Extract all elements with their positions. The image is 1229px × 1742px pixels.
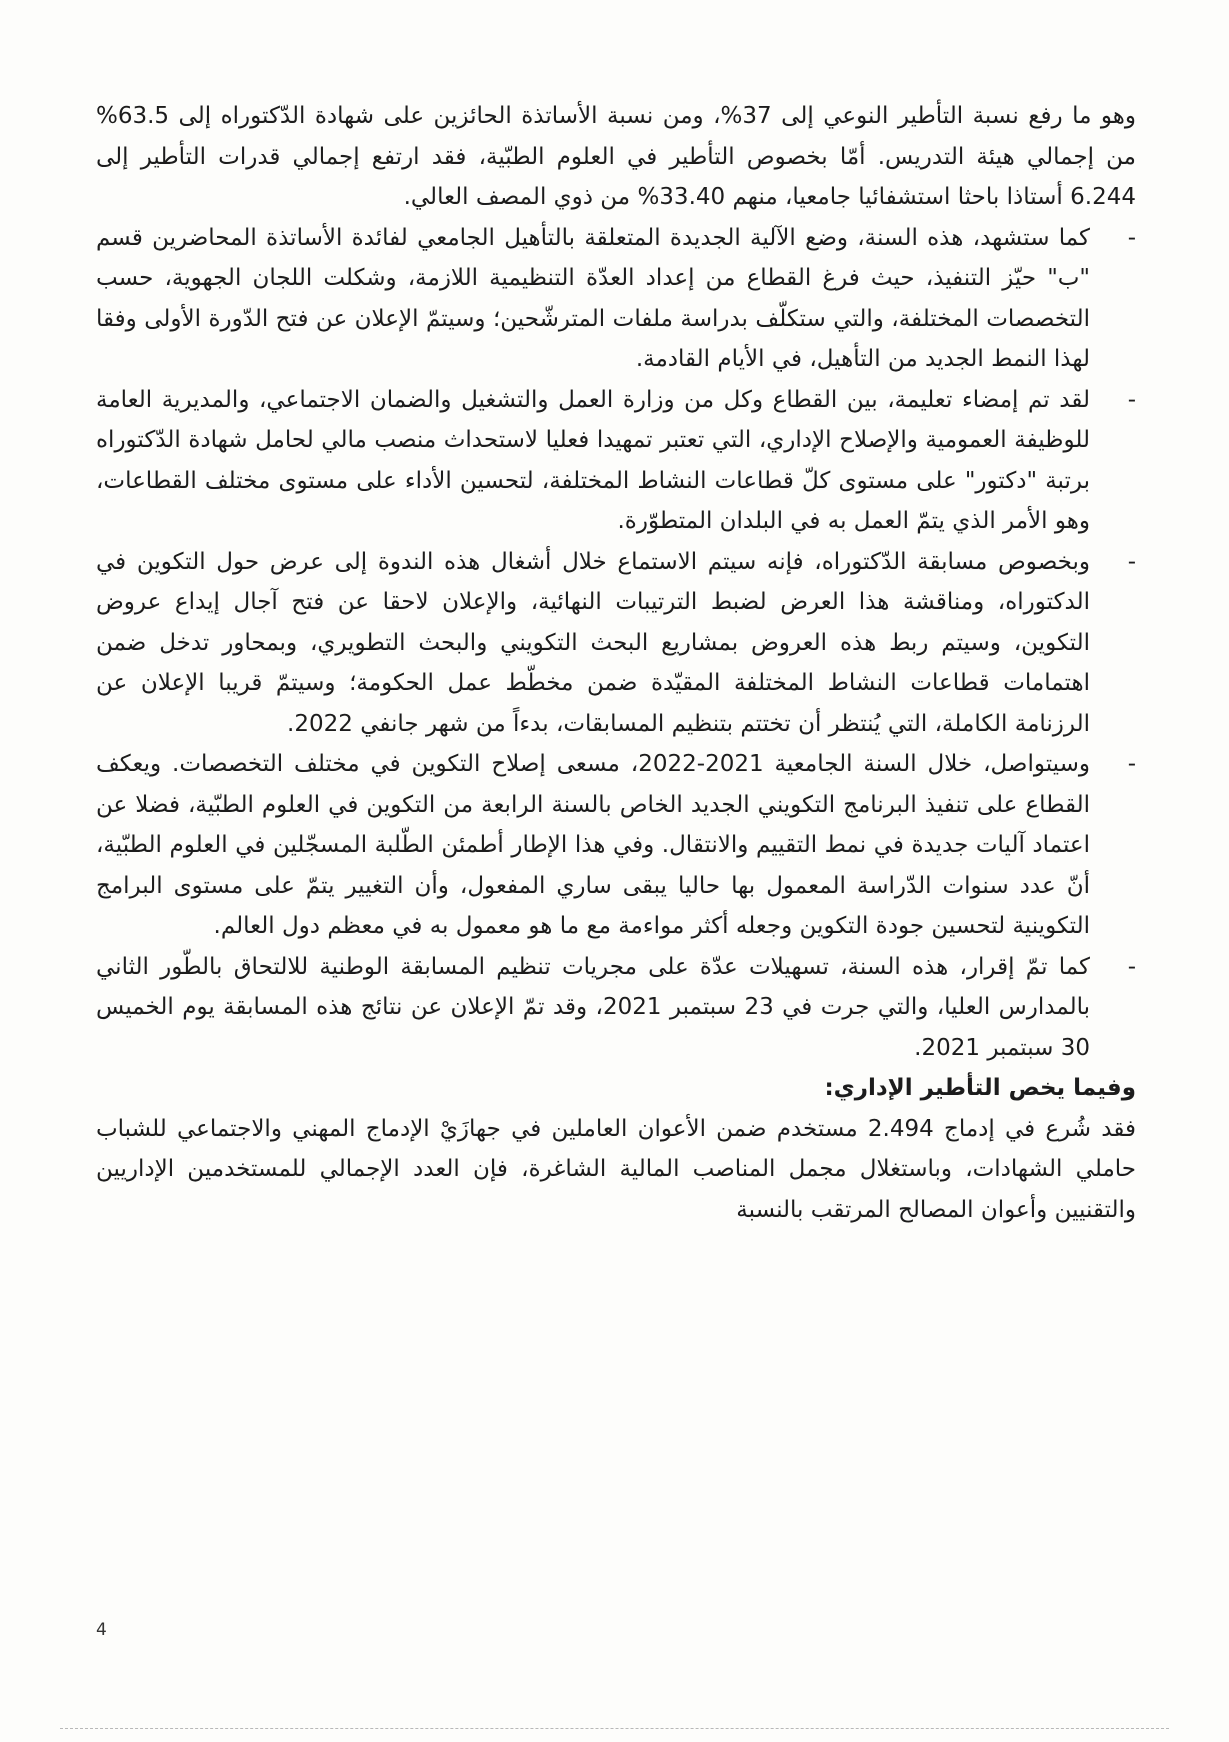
list-item <box>96 542 1136 745</box>
list-item <box>96 218 1136 380</box>
list-item <box>96 947 1136 1069</box>
list-item-text: وسيتواصل، خلال السنة الجامعية 2021-2022، مسعى إصلاح التكوين في مختلف التخصصات. ويعكف القطاع على تنفيذ البرنامج التكويني الجديد الخاص بالسنة الرابعة من التكوين في العلوم الطبّية، فضلا عن اعتماد آليات جديدة في نمط التقييم والانتقال. وفي هذا الإطار أطمئن الطّلبة المسجّلين في العلوم الطبّية، أنّ عدد سنوات الدّراسة المعمول بها حاليا يبقى ساري المفعول، وأن التغيير يتمّ على مستوى البرامج التكوينية لتحسين جودة التكوين وجعله أكثر مواءمة مع ما هو معمول به في معظم دول العالم. <box>96 751 1090 939</box>
closing-paragraph: فقد شُرع في إدماج 2.494 مستخدم ضمن الأعوان العاملين في جهازَيْ الإدماج المهني والاجتماعي للشباب حاملي الشهادات، وباستغلال مجمل المناصب المالية الشاغرة، فإن العدد الإجمالي للمستخدمين الإداريين والتقنيين وأعوان المصالح المرتقب بالنسبة <box>96 1115 1136 1223</box>
list-item-text: كما تمّ إقرار، هذه السنة، تسهيلات عدّة على مجريات تنظيم المسابقة الوطنية للالتحاق بالطّور الثاني بالمدارس العليا، والتي جرت في 23 سبتمبر 2021، وقد تمّ الإعلان عن نتائج هذه المسابقة يوم الخميس 30 سبتمبر 2021. <box>96 953 1091 1061</box>
list-item-text: لقد تم إمضاء تعليمة، بين القطاع وكل من وزارة العمل والتشغيل والضمان الاجتماعي، والمديرية العامة للوظيفة العمومية والإصلاح الإداري، التي تعتبر تمهيدا فعليا لاستحداث منصب مالي لحامل شهادة الدّكتوراه برتبة "دكتور" على مستوى كلّ قطاعات النشاط المختلفة، لتحسين الأداء على مستوى مختلف القطاعات، وهو الأمر الذي يتمّ العمل به في البلدان المتطوّرة. <box>96 386 1090 534</box>
bullet-marker: - <box>1127 224 1136 251</box>
section-heading: وفيما يخص التأطير الإداري: <box>824 1075 1136 1101</box>
bullet-marker: - <box>1127 953 1136 980</box>
intro-paragraph: وهو ما رفع نسبة التأطير النوعي إلى 37%، ومن نسبة الأساتذة الحائزين على شهادة الدّكتوراه إلى 63.5% من إجمالي هيئة التدريس. أمّا بخصوص التأطير في العلوم الطبّية، فقد ارتفع إجمالي قدرات التأطير إلى 6.244 أستاذا باحثا استشفائيا جامعيا، منهم 33.40% من ذوي المصف العالي. <box>96 103 1137 210</box>
list-item-text: وبخصوص مسابقة الدّكتوراه، فإنه سيتم الاستماع خلال أشغال هذه الندوة إلى عرض حول التكوين في الدكتوراه، ومناقشة هذا العرض لضبط الترتيبات النهائية، والإعلان لاحقا عن فتح آجال إيداع عروض التكوين، وسيتم ربط هذه العروض بمشاريع البحث التكويني والبحث التطويري، وبمحاور تدخل ضمن اهتمامات قطاعات النشاط المختلفة المقيّدة ضمن مخطّط عمل الحكومة؛ وسيتمّ قريبا الإعلان عن الرزنامة الكاملة، التي يُنتظر أن تختتم بتنظيم المسابقات، بدءاً من شهر جانفي 2022. <box>96 548 1090 737</box>
bullet-marker: - <box>1127 386 1136 413</box>
bullet-marker: - <box>1127 751 1136 777</box>
list-item <box>96 380 1136 542</box>
bullet-marker: - <box>1127 548 1136 575</box>
document-body <box>96 96 1136 1230</box>
list-item <box>96 744 1136 947</box>
bullet-list <box>96 218 1136 1069</box>
footer-divider <box>60 1728 1169 1729</box>
list-item-text: كما ستشهد، هذه السنة، وضع الآلية الجديدة المتعلقة بالتأهيل الجامعي لفائدة الأساتذة المحاضرين قسم "ب" حيّز التنفيذ، حيث فرغ القطاع من إعداد العدّة التنظيمية اللازمة، وشكلت اللجان الجهوية، حسب التخصصات المختلفة، والتي ستكلّف بدراسة ملفات المترشّحين؛ وسيتمّ الإعلان عن فتح الدّورة الأولى وفقا لهذا النمط الجديد من التأهيل، في الأيام القادمة. <box>96 224 1090 372</box>
page-number: 4 <box>96 1620 107 1640</box>
